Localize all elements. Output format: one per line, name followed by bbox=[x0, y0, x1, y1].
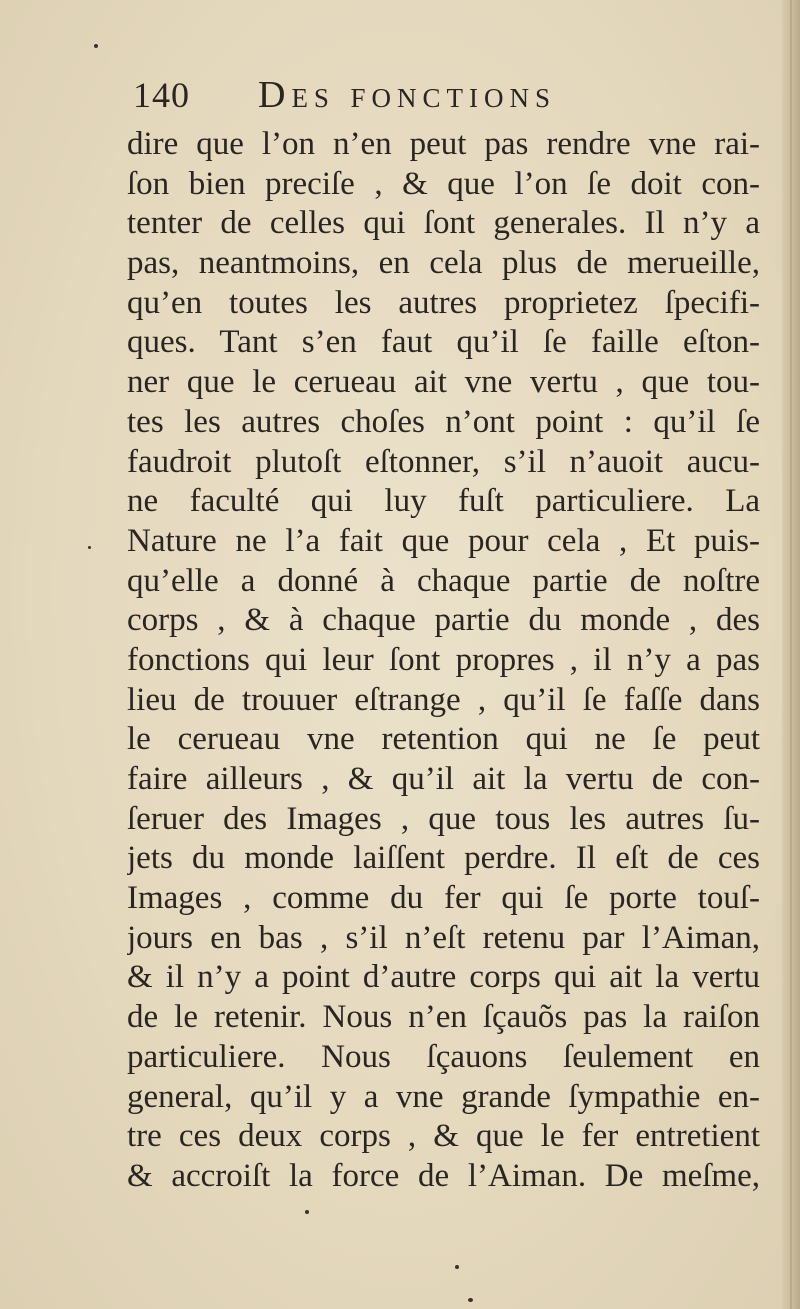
text-line: ner que le cerueau ait vne vertu , que tou- bbox=[127, 364, 760, 401]
text-line: & accroiſt la force de l’Aiman. De meſme, bbox=[127, 1157, 760, 1194]
text-line: lieu de trouuer eſtrange , qu’il ſe faſſe dans bbox=[127, 681, 760, 718]
text-line: qu’en toutes les autres proprietez ſpecifi- bbox=[127, 284, 760, 321]
text-line: pas, neantmoins, en cela plus de merueille, bbox=[127, 245, 760, 282]
text-line: le cerueau vne retention qui ne ſe peut bbox=[127, 721, 760, 758]
page-number: 140 bbox=[133, 75, 190, 115]
text-line: ſon bien preciſe , & que l’on ſe doit con- bbox=[127, 165, 760, 202]
text-line: Nature ne l’a fait que pour cela , Et puis- bbox=[127, 522, 760, 559]
ink-speck bbox=[305, 1210, 309, 1214]
running-head-title: Des fonctions bbox=[258, 74, 556, 116]
body-text bbox=[127, 125, 760, 1197]
text-line: fonctions qui leur ſont propres , il n’y a pas bbox=[127, 641, 760, 678]
text-line: dire que l’on n’en peut pas rendre vne rai- bbox=[127, 126, 760, 162]
text-line: corps , & à chaque partie du monde , des bbox=[127, 602, 760, 639]
ink-speck bbox=[88, 546, 91, 549]
text-line: jets du monde laiſſent perdre. Il eſt de ces bbox=[127, 840, 760, 877]
text-line: Images , comme du fer qui ſe porte touſ- bbox=[127, 880, 760, 917]
ink-speck bbox=[455, 1265, 459, 1269]
page-edge-line bbox=[790, 0, 792, 1309]
ink-speck bbox=[468, 1298, 473, 1302]
text-line: de le retenir. Nous n’en ſçauõs pas la raiſon bbox=[127, 999, 760, 1036]
text-line: qu’elle a donné à chaque partie de noſtre bbox=[127, 562, 760, 599]
text-line: particuliere. Nous ſçauons ſeulement en bbox=[127, 1038, 760, 1075]
text-line: faudroit plutoſt eſtonner, s’il n’auoit aucu- bbox=[127, 443, 760, 480]
text-line: ne faculté qui luy fuſt particuliere. La bbox=[127, 483, 760, 520]
text-line: jours en bas , s’il n’eſt retenu par l’Aiman, bbox=[127, 919, 760, 956]
text-line: faire ailleurs , & qu’il ait la vertu de con- bbox=[127, 761, 760, 797]
text-line: & il n’y a point d’autre corps qui ait la vertu bbox=[127, 959, 760, 996]
text-line: tre ces deux corps , & que le fer entretient bbox=[127, 1118, 760, 1155]
text-line: ſeruer des Images , que tous les autres ſu- bbox=[127, 800, 760, 837]
text-line: general, qu’il y a vne grande ſympathie en- bbox=[127, 1078, 760, 1115]
ink-speck bbox=[94, 44, 98, 48]
text-line: ques. Tant s’en faut qu’il ſe faille eſton- bbox=[127, 324, 760, 361]
text-line: tes les autres choſes n’ont point : qu’il ſe bbox=[127, 403, 760, 440]
running-head bbox=[133, 70, 773, 120]
text-line: tenter de celles qui ſont generales. Il n’y a bbox=[127, 205, 760, 242]
